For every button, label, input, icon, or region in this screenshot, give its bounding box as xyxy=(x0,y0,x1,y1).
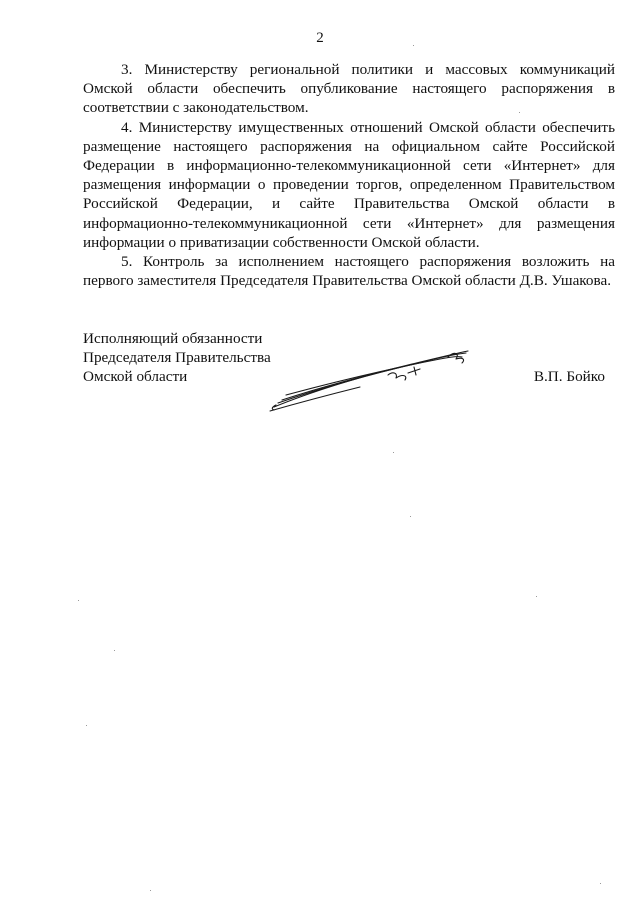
paragraph-item-5: 5. Контроль за исполнением настоящего распоряжения возложить на первого заместителя Председателя Правительства Омской области Д.В. Ушакова. xyxy=(83,253,615,290)
signatory-position-line-1: Исполняющий обязанности xyxy=(83,330,263,347)
signatory-position-line-3: Омской области xyxy=(83,368,188,386)
signatory-position-line-2: Председателя Правительства xyxy=(83,349,271,367)
signatory-name: В.П. Бойко xyxy=(533,368,605,385)
scan-speck xyxy=(519,112,520,113)
scan-speck xyxy=(536,596,537,597)
handwritten-signature xyxy=(268,345,478,415)
document-body xyxy=(83,60,615,290)
scan-speck xyxy=(114,650,115,651)
scan-speck xyxy=(86,725,87,726)
paragraph-item-4: 4. Министерству имущественных отношений Омской области обеспечить размещение настоящего распоряжения на официальном сайте Российской Федерации в информационно-телекоммуникационной сети «Интернет» для размещения информации о проведении торгов, определенном Правительством Российской Федерации, и сайте Правительства Омской области в информационно-телекоммуникационной сети «Интернет» для размещения информации о приватизации собственности Омской области. xyxy=(83,118,615,251)
page-number: 2 xyxy=(316,30,324,46)
scan-speck xyxy=(600,883,601,884)
scan-speck xyxy=(413,45,414,46)
scan-speck xyxy=(410,516,411,517)
scan-speck xyxy=(393,452,394,453)
scan-speck xyxy=(150,890,151,891)
paragraph-item-3: 3. Министерству региональной политики и массовых коммуникаций Омской области обеспечить опубликование настоящего распоряжения в соответствии с законодательством. xyxy=(83,61,615,117)
scan-speck xyxy=(78,600,79,601)
